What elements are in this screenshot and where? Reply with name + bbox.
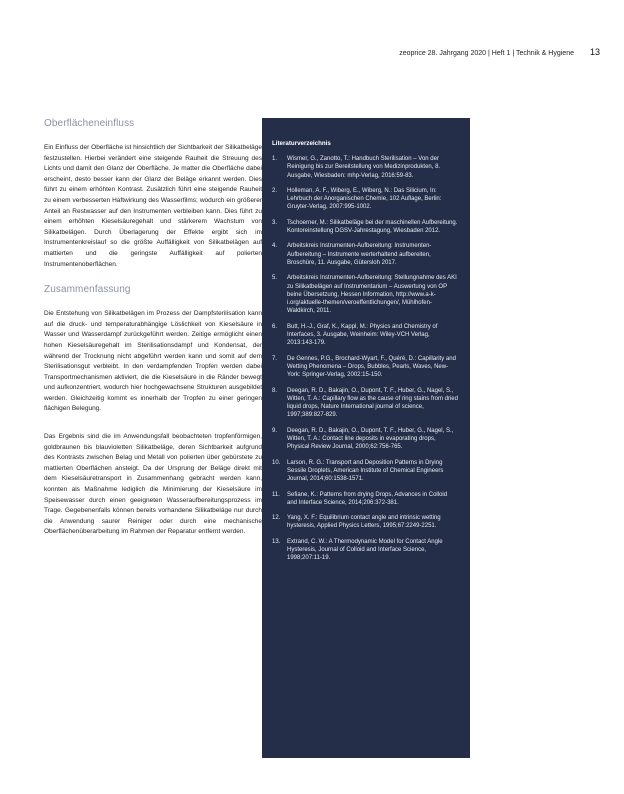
journal-info: zeoprice 28. Jahrgang 2020 | Heft 1 | Technik & Hygiene <box>399 50 574 57</box>
reference-text: Larson, R. G.: Transport and Deposition Patterns in Drying Sessile Droplets, American Institute of Chemical Engineers Journal, 2014;60:1538-1571. <box>287 459 444 483</box>
reference-number: 2. <box>272 187 278 194</box>
reference-number: 6. <box>272 323 278 330</box>
reference-text: Deegan, R. D., Bakajin, O., Dupont, T. F., Huber, G., Nagel, S., Witten, T. A.: Contact line deposits in evaporating drops, Physical Review Journal, 2000;62:756-765. <box>287 427 454 451</box>
reference-text: Tschoerner, M.: Silikatbeläge bei der maschinellen Aufbereitung. Kontoreinstellung DGSV-Jahrestagung, Wiesbaden 2012. <box>287 219 458 235</box>
reference-number: 13. <box>272 538 281 545</box>
reference-item <box>272 323 458 348</box>
reference-number: 3. <box>272 219 278 226</box>
reference-item <box>272 274 458 315</box>
reference-number: 1. <box>272 156 278 162</box>
reference-item <box>272 187 458 212</box>
paragraph-zusammenfassung-2: Das Ergebnis sind die im Anwendungsfall beobachteten tropfenförmigen, goldbraunen bis blauvioletten Silikatbeläge, deren Sichtbarkeit aufgrund des Kontrasts zwischen Belag und Metall von polierten über gebürstete zu mattierten Oberflächen ansteigt. Da der Ursprung der Beläge direkt mit dem Kieselsäuretransport in Zusammenhang gebracht werden kann, konnten als Maßnahme lediglich die Minimierung der Kieselsäure im Speisewasser durch einen geeigneten Wasseraufbereitungsprozess im Trage. Gegebenenfalls können bereits vorhandene Silikatbeläge nur durch die Anwendung saurer Reiniger oder durch eine mechanische Oberflächenüberarbeitung im Rahmen der Reparatur entfernt werden. <box>44 433 262 536</box>
reference-item <box>272 514 458 531</box>
reference-item <box>272 538 458 563</box>
reference-item <box>272 427 458 452</box>
reference-text: Arbeitskreis Instrumenten-Aufbereitung: Stellungnahme des AKI zu Silikatbelägen auf Instrumentarium – Auswertung von OP beine Übersetzung, Hessen Information, http://www.a-k-i.org/aktuelle-themen/veroeffentlichungen/, Mühlhofen-Waldkirch, 2011. <box>287 275 457 315</box>
article-body <box>44 118 262 538</box>
reference-number: 4. <box>272 243 278 250</box>
reference-item <box>272 219 458 236</box>
reference-number: 9. <box>272 427 278 434</box>
reference-number: 12. <box>272 515 281 522</box>
section-heading-zusammenfassung: Zusammenfassung <box>44 284 131 296</box>
paragraph-oberflaecheneinfluss: Ein Einfluss der Oberfläche ist hinsichtlich der Sichtbarkeit der Silikatbeläge festzustellen. Hierbei verändert eine steigende Rauheit die Streuung des Lichts und damit den Glanz der Oberfläche. Je matter die Oberfläche dabei erscheint, desto besser kann der Glanz der Beläge erkannt werden. Dies führt zu einem erhöhten Kontrast. Zusätzlich führt eine steigende Rauheit zu einem verbesserten Haftwirkung des Wasserfilms; wodurch ein größerer Anteil an Restwasser auf den Instrumenten verbleiben kann. Dies führt zu einem erhöhten Kieselsäuregehalt und stärkerem Wachstum von Silikatbelägen. Durch Überlagerung der Effekte ergibt sich im Instrumentenkreislauf so die größte Auffälligkeit von Silikatbelägen auf mattierten und die geringste Auffälligkeit auf polierten Instrumentenoberflächen. <box>44 144 262 268</box>
reference-text: De Gennes, P.G., Brochard-Wyart, F., Quéré, D.: Capillarity and Wetting Phenomena – Drops, Bubbles, Pearls, Waves, New-York: Springer-Verlag, 2002:15-150. <box>287 355 456 379</box>
paragraph-zusammenfassung-1: Die Entstehung von Silikatbelägen im Prozess der Dampfsterilisation kann auf die druck- und temperaturabhängige Löslichkeit von Kieselsäure in Wasser und Wasserdampf zurückgeführt werden. Zeitige ermöglicht einen hohen Kieselsäuregehalt im Sterilisationsdampf und Kondensat, der während der Trocknung nicht abgeführt werden kann und somit auf dem Sterilisationsgut verbleibt. In den verdampfenden Tropfen werden dabei Transportmechanismen aktiviert, die die Kieselsäure in die Ränder bewegt und aufkonzentriert, wodurch hier hochgewachsene Strukturen ausgebildet werden. Gleichzeitig kommt es innerhalb der Tropfen zu einer geringen flächigen Belegung. <box>44 310 262 413</box>
reference-text: Butt, H.-J., Graf, K., Kappl, M.: Physics and Chemistry of Interfaces, 3. Ausgabe, Weinheim: Wiley-VCH Verlag, 2013:143-179. <box>287 323 438 347</box>
running-header <box>300 47 600 61</box>
reference-number: 8. <box>272 387 278 394</box>
reference-item <box>272 242 458 267</box>
page-number: 13 <box>589 47 600 57</box>
reference-item <box>272 155 458 180</box>
reference-text: Sefiane, K.: Patterns from drying Drops, Advances in Colloid and Interface Science, 2014;206:372-381. <box>287 491 448 506</box>
references-title: Literaturverzeichnis <box>272 140 331 147</box>
section-heading-oberflaecheneinfluss: Oberflächeneinfluss <box>44 118 135 129</box>
references-list <box>272 155 458 563</box>
reference-text: Extrand, C. W.: A Thermodynamic Model for Contact Angle Hysteresis, Journal of Colloid and Interface Science, 1998;207:11-19. <box>287 538 443 562</box>
reference-number: 11. <box>272 491 280 498</box>
references-box <box>262 118 470 758</box>
reference-number: 5. <box>272 275 278 282</box>
reference-item <box>272 355 458 380</box>
reference-number: 10. <box>272 459 281 466</box>
reference-text: Arbeitskreis Instrumenten-Aufbereitung: Instrumenten-Aufbereitung – Instrumente werterhaltend aufbereiten, Broschüre, 11. Ausgabe, Gütersloh 2017. <box>287 243 432 266</box>
reference-text: Yang, X. F.: Equilibrium contact angle and intrinsic wetting hysteresis, Applied Physics Letters, 1995;67:2249-2251. <box>287 515 441 530</box>
reference-text: Deegan, R. D., Bakajin, O., Dupont, T. F., Huber, G., Nagel, S., Witten, T. A.: Capillary flow as the cause of ring stains from dried liquid drops, Nature International journal of science, 1997;389:827-829. <box>287 387 458 419</box>
reference-number: 7. <box>272 355 278 362</box>
reference-item <box>272 491 458 508</box>
reference-text: Wismer, G., Zanotto, T.: Handbuch Sterilisation – Von der Reinigung bis zur Bereitstellung von Medizinprodukten, 8. Ausgabe, Wiesbaden: mhp-Verlag, 2016:59-83. <box>287 156 441 179</box>
reference-item <box>272 459 458 484</box>
reference-text: Holleman, A. F., Wiberg, E., Wiberg, N.: Das Silicium, In: Lehrbuch der Anorganischen Chemie, 102 Auflage, Berlin: Gruyter-Verlag, 2007:995-1002. <box>287 187 442 211</box>
reference-item <box>272 387 458 420</box>
